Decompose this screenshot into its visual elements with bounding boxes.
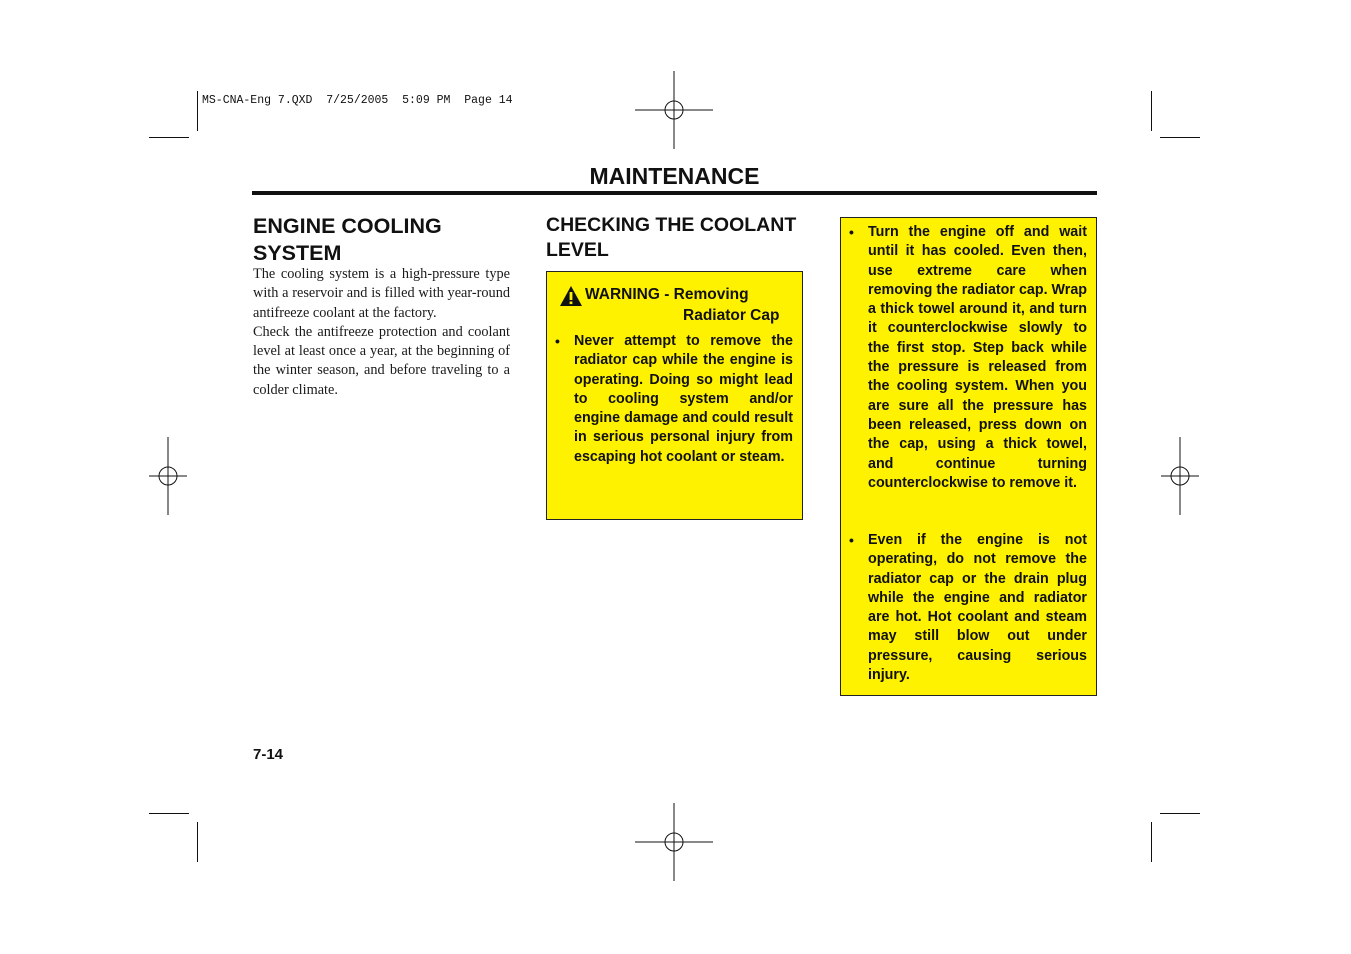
engine-cooling-heading: ENGINE COOLING SYSTEM (253, 214, 442, 265)
print-slug: MS-CNA-Eng 7.QXD 7/25/2005 5:09 PM Page 14 (202, 94, 513, 107)
engine-cooling-paragraph-2: Check the antifreeze protection and coolant level at least once a year, at the beginning of the winter season, and before traveling to a colder climate. (253, 323, 510, 398)
caution-bullet-2-dot: • (849, 532, 854, 548)
warning-bullet-dot: • (555, 333, 560, 349)
crop-mark-bottom-left-vertical (197, 822, 198, 862)
warning-triangle-icon (559, 285, 583, 307)
crop-mark-top-right-horizontal (1160, 137, 1200, 138)
registration-mark-left-icon (129, 437, 207, 515)
caution-bullet-2 (868, 531, 1087, 685)
warning-bullet (574, 332, 793, 467)
crop-mark-bottom-right-vertical (1151, 822, 1152, 862)
section-title: MAINTENANCE (589, 163, 760, 189)
caution-bullet-2-text: Even if the engine is not operating, do not remove the radiator cap or the drain plug while the engine and radiator are hot. Hot coolant and steam may still blow out under pressure, causing serious injury. (868, 532, 1087, 684)
warning-title-line-2: Radiator Cap (683, 307, 780, 324)
warning-box (546, 271, 803, 520)
title-rule (252, 191, 1097, 195)
checking-coolant-heading: CHECKING THE COOLANT LEVEL (546, 214, 797, 261)
crop-mark-bottom-left-horizontal (149, 813, 189, 814)
crop-mark-top-left-horizontal (149, 137, 189, 138)
registration-mark-bottom-icon (635, 803, 713, 881)
caution-bullet-1-dot: • (849, 224, 854, 240)
registration-mark-right-icon (1141, 437, 1219, 515)
engine-cooling-body (253, 265, 510, 400)
warning-title (559, 284, 789, 326)
caution-bullet-1-text: Turn the engine off and wait until it has cooled. Even then, use extreme care when removing the radiator cap. Wrap a thick towel around it, and turn it counterclockwise slowly to the first stop. Step back while the pressure is released from the cooling system. When you are sure all the pressure has been released, press down on the cap, using a thick towel, and continue turning counterclockwise to remove it. (868, 224, 1088, 491)
engine-cooling-paragraph-1: The cooling system is a high-pressure type with a reservoir and is filled with year-round antifreeze coolant at the factory. (253, 266, 510, 321)
caution-box (840, 217, 1097, 696)
registration-mark-top-icon (635, 71, 713, 149)
crop-mark-bottom-right-horizontal (1160, 813, 1200, 814)
warning-bullet-text: Never attempt to remove the radiator cap while the engine is operating. Doing so might lead to cooling system and/or engine damage and could result in serious personal injury from escaping hot coolant or steam. (574, 333, 793, 465)
crop-mark-top-left-vertical (197, 91, 198, 131)
crop-mark-top-right-vertical (1151, 91, 1152, 131)
warning-title-line-1: WARNING - Removing (585, 286, 749, 303)
caution-bullet-1 (868, 223, 1087, 493)
page-number: 7-14 (253, 746, 284, 763)
